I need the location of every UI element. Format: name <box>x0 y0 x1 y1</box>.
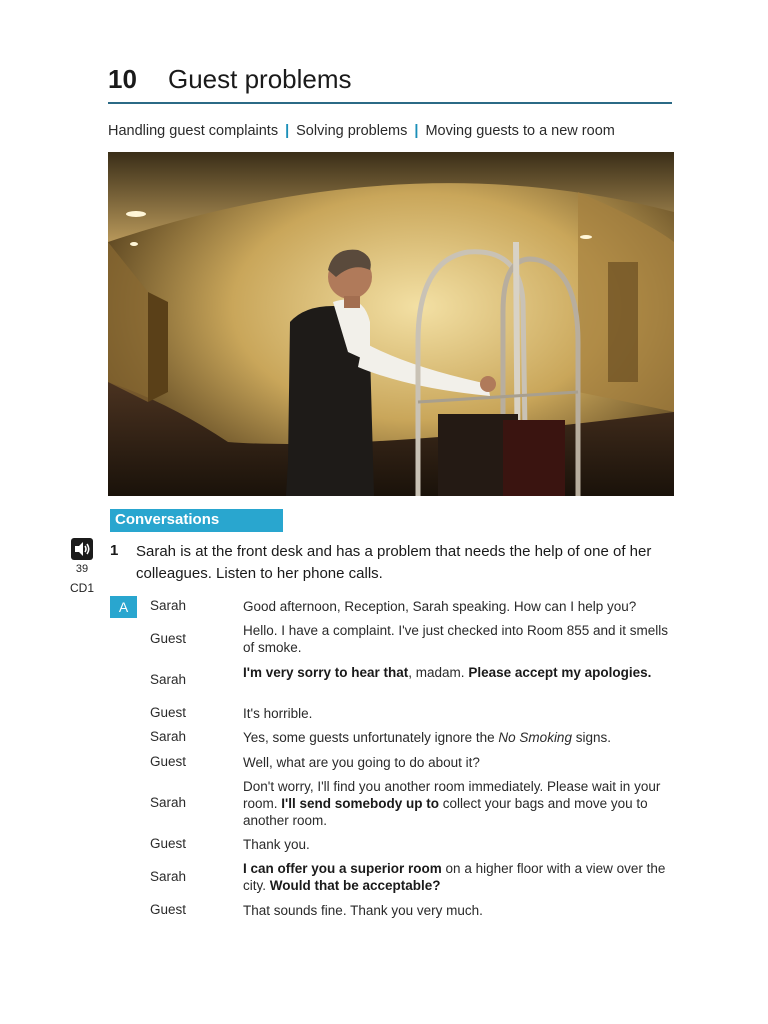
hotel-corridor-photo <box>108 152 674 496</box>
topic-list <box>108 123 678 139</box>
dialogue-line <box>243 860 673 894</box>
line-segment: Thank you. <box>243 837 310 852</box>
dialogue-line <box>243 705 673 722</box>
dialogue-speaker: Guest <box>150 902 187 917</box>
topic-item: Solving problems <box>296 123 408 139</box>
topic-separator: | <box>285 123 290 139</box>
unit-header <box>108 62 672 104</box>
speaker-icon[interactable] <box>71 538 93 560</box>
dialogue-speaker: Guest <box>150 705 187 720</box>
conversation-label: A <box>110 596 137 618</box>
dialogue-speaker: Sarah <box>150 869 187 884</box>
line-segment: , madam. <box>408 665 469 680</box>
dialogue-line <box>243 729 673 746</box>
unit-title: Guest problems <box>168 64 352 94</box>
dialogue-line <box>243 754 673 771</box>
topic-item: Moving guests to a new room <box>425 123 615 139</box>
audio-track-number: 39 <box>75 563 89 575</box>
line-segment: Would that be acceptable? <box>269 878 441 893</box>
line-segment: No Smoking <box>498 730 572 745</box>
line-segment: Hello. I have a complaint. I've just checked into Room 855 and it smells of smoke. <box>243 623 669 655</box>
dialogue-speaker: Sarah <box>150 729 187 744</box>
line-segment: Good afternoon, Reception, Sarah speaking. How can I help you? <box>243 599 637 614</box>
line-segment: collect your bags and move you to another room. <box>243 796 648 828</box>
dialogue-speaker: Sarah <box>150 795 187 810</box>
dialogue-speaker: Sarah <box>150 598 187 613</box>
exercise-instruction: Sarah is at the front desk and has a problem that needs the help of one of her colleagues. Listen to her phone calls. <box>136 543 652 582</box>
line-segment: Please accept my apologies. <box>468 665 652 680</box>
line-segment: signs. <box>571 730 611 745</box>
dialogue-line <box>243 902 673 919</box>
dialogue-speaker: Guest <box>150 836 187 851</box>
topic-separator: | <box>414 123 419 139</box>
dialogue-line <box>243 836 673 853</box>
dialogue-speaker: Guest <box>150 754 187 769</box>
line-segment: Well, what are you going to do about it? <box>243 755 480 770</box>
line-segment: It's horrible. <box>243 706 313 721</box>
line-segment: Don't worry, I'll find you another room immediately. Please wait in your room. <box>243 779 661 811</box>
line-segment: That sounds fine. Thank you very much. <box>243 903 483 918</box>
dialogue-line <box>243 778 673 829</box>
section-title: Conversations <box>115 511 220 528</box>
line-segment: I'm very sorry to hear that <box>243 665 409 680</box>
exercise-number: 1 <box>110 542 119 559</box>
dialogue-line <box>243 598 673 615</box>
line-segment: on a higher floor with a view over the city. <box>243 861 666 893</box>
dialogue-speaker: Sarah <box>150 672 187 687</box>
line-segment: I'll send somebody up to <box>281 796 439 811</box>
audio-cd-label: CD1 <box>69 581 94 595</box>
unit-number: 10 <box>108 64 137 94</box>
line-segment: I can offer you a superior room <box>243 861 442 876</box>
section-header <box>110 509 283 532</box>
dialogue-line <box>243 622 673 656</box>
dialogue-line <box>243 664 673 681</box>
line-segment: Yes, some guests unfortunately ignore the <box>243 730 499 745</box>
topic-item: Handling guest complaints <box>108 123 279 139</box>
dialogue-speaker: Guest <box>150 631 187 646</box>
